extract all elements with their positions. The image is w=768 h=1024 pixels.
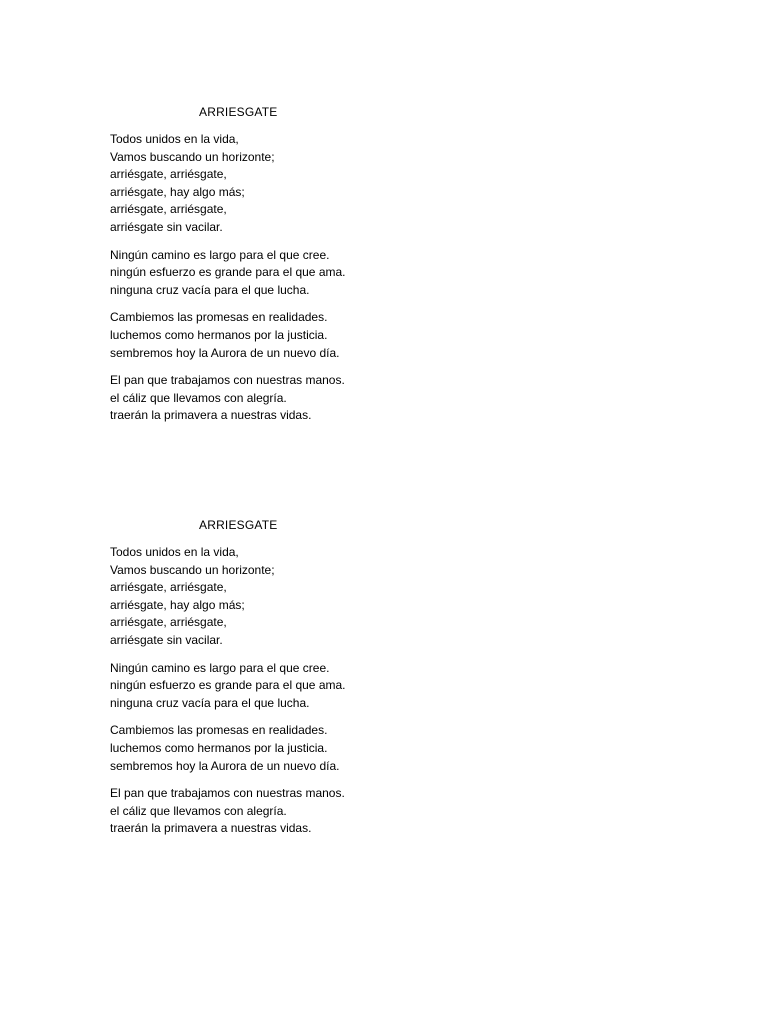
- lyric-line: traerán la primavera a nuestras vidas.: [110, 408, 312, 423]
- lyric-line: arriésgate, hay algo más;: [110, 184, 245, 199]
- lyric-line: Ningún camino es largo para el que cree.: [110, 660, 330, 675]
- stanza-chorus: [110, 544, 670, 650]
- lyric-line: arriésgate sin vacilar.: [110, 632, 223, 647]
- lyric-line: El pan que trabajamos con nuestras manos.: [110, 373, 345, 388]
- lyric-line: Todos unidos en la vida,: [110, 545, 239, 559]
- lyric-line: el cáliz que llevamos con alegría.: [110, 803, 287, 818]
- lyric-line: Vamos buscando un horizonte;: [110, 149, 275, 164]
- lyric-line: sembremos hoy la Aurora de un nuevo día.: [110, 758, 340, 773]
- lyric-line: arriésgate, arriésgate,: [110, 202, 227, 217]
- lyric-line: Vamos buscando un horizonte;: [110, 562, 275, 577]
- lyric-line: traerán la primavera a nuestras vidas.: [110, 821, 312, 836]
- song-title: ARRIESGATE: [199, 518, 278, 532]
- stanza-verse-3: [110, 785, 670, 838]
- stanza-verse-2: [110, 722, 670, 775]
- stanza-verse-1: [110, 247, 670, 300]
- lyric-line: el cáliz que llevamos con alegría.: [110, 390, 287, 405]
- lyric-line: Ningún camino es largo para el que cree.: [110, 247, 330, 262]
- stanza-verse-3: [110, 372, 670, 425]
- lyric-line: Todos unidos en la vida,: [110, 132, 239, 146]
- lyric-line: El pan que trabajamos con nuestras manos.: [110, 786, 345, 801]
- lyric-line: arriésgate, arriésgate,: [110, 580, 227, 595]
- lyric-line: arriésgate, hay algo más;: [110, 597, 245, 612]
- lyric-line: arriésgate, arriésgate,: [110, 167, 227, 182]
- song-copy-1: [110, 104, 670, 435]
- stanza-verse-2: [110, 309, 670, 362]
- lyric-line: ningún esfuerzo es grande para el que ama.: [110, 678, 346, 693]
- lyric-line: arriésgate sin vacilar.: [110, 219, 223, 234]
- lyric-line: Cambiemos las promesas en realidades.: [110, 723, 328, 738]
- lyric-line: ninguna cruz vacía para el que lucha.: [110, 282, 310, 297]
- lyric-line: sembremos hoy la Aurora de un nuevo día.: [110, 345, 340, 360]
- lyric-line: arriésgate, arriésgate,: [110, 615, 227, 630]
- stanza-chorus: [110, 131, 670, 237]
- lyric-line: Cambiemos las promesas en realidades.: [110, 310, 328, 325]
- song-title: ARRIESGATE: [199, 105, 278, 119]
- lyric-line: luchemos como hermanos por la justicia.: [110, 740, 328, 755]
- stanza-verse-1: [110, 660, 670, 713]
- song-copy-2: [110, 517, 670, 848]
- lyric-line: luchemos como hermanos por la justicia.: [110, 327, 328, 342]
- lyric-line: ningún esfuerzo es grande para el que ama.: [110, 265, 346, 280]
- lyric-line: ninguna cruz vacía para el que lucha.: [110, 695, 310, 710]
